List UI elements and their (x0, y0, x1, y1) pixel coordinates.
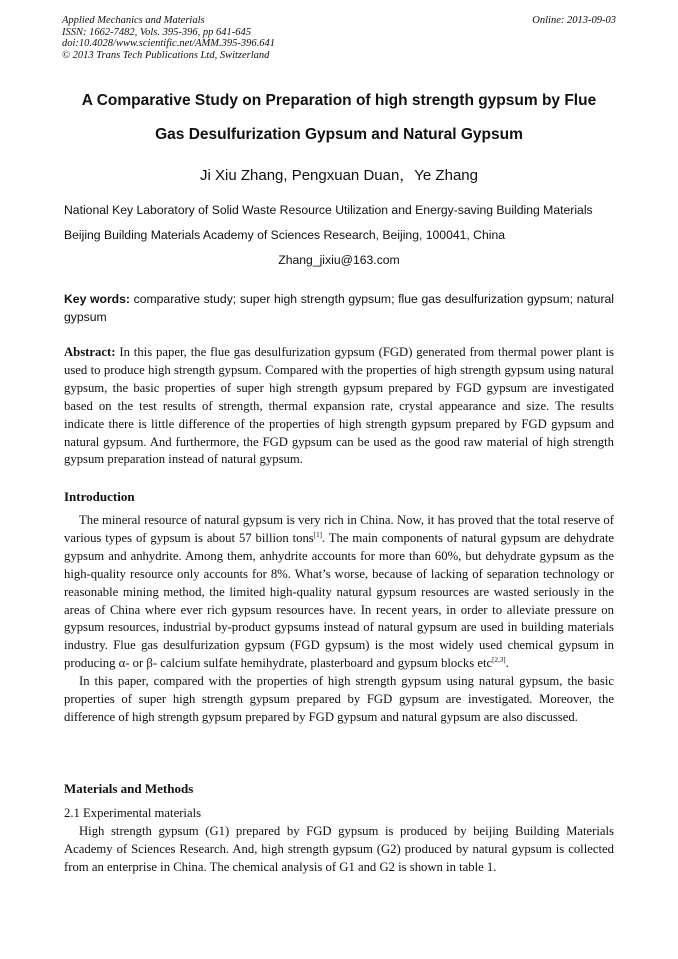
keywords-text: comparative study; super high strength gypsum; flue gas desulfurization gypsum; natural gypsum (64, 292, 614, 324)
introduction-paragraph-1 (64, 512, 614, 673)
affiliation-line-2: Beijing Building Materials Academy of Sciences Research, Beijing, 100041, China (64, 228, 506, 242)
section-heading-introduction: Introduction (64, 489, 135, 504)
keywords (64, 290, 614, 326)
abstract-text: In this paper, the flue gas desulfurization gypsum (FGD) generated from thermal power plant is used to produce high strength gypsum. Compared with the properties of high strength gypsum using natural gypsum, the basic properties of super high strength gypsum prepared by FGD gypsum are investigated based on the test results of strength, thermal expansion rate, crystal appearance and size. The results indicate there is little difference of the properties of high strength gypsum prepared by FGD gypsum and natural gypsum. And furthermore, the FGD gypsum can be used as the good raw material of high strength gypsum preparation instead of natural gypsum. (64, 345, 614, 467)
journal-header (62, 15, 616, 61)
abstract (64, 344, 614, 469)
author-list: Ji Xiu Zhang, Pengxuan Duan，Ye Zhang (200, 167, 478, 184)
keywords-label: Key words: (64, 292, 130, 306)
methods-paragraph-1: High strength gypsum (G1) prepared by FGD gypsum is produced by beijing Building Materials Academy of Sciences Research. And, high strength gypsum (G2) produced by natural gypsum is collected from an enterprise in China. The chemical analysis of G1 and G2 is shown in table 1. (64, 824, 614, 874)
doi-line: doi:10.4028/www.scientific.net/AMM.395-396.641 (62, 38, 275, 49)
paper-title-line-1: A Comparative Study on Preparation of high strength gypsum by Flue (81, 92, 597, 109)
journal-name: Applied Mechanics and Materials (62, 15, 205, 26)
affiliation-line-1: National Key Laboratory of Solid Waste Resource Utilization and Energy-saving Building Materials (64, 203, 593, 217)
introduction-paragraph-2: In this paper, compared with the properties of high strength gypsum using natural gypsum, the basic properties of super high strength gypsum prepared by FGD gypsum are investigated. Moreover, the difference of high strength gypsum prepared by FGD gypsum and natural gypsum are also discussed. (64, 674, 614, 724)
issn-line: ISSN: 1662-7482, Vols. 395-396, pp 641-645 (62, 26, 251, 38)
author-email: Zhang_jixiu@163.com (278, 253, 400, 267)
methods-body (64, 823, 614, 877)
paper-title-line-2: Gas Desulfurization Gypsum and Natural Gypsum (155, 126, 523, 143)
subsection-heading: 2.1 Experimental materials (64, 806, 202, 820)
citation-ref: [1] (313, 530, 322, 539)
introduction-body (64, 512, 614, 727)
copyright-line: © 2013 Trans Tech Publications Ltd, Switzerland (62, 49, 270, 61)
section-heading-materials-methods: Materials and Methods (64, 781, 194, 796)
paragraph-text: . (505, 656, 509, 671)
online-date: Online: 2013-09-03 (532, 15, 616, 26)
paragraph-text: The mineral resource of natural gypsum is very rich in China. Now, it has proved that the total reserve of various types of gypsum is about 57 billion tons (64, 513, 614, 545)
citation-ref: [2,3] (492, 656, 506, 665)
paragraph-text: . The main components of natural gypsum are dehydrate gypsum and anhydrite. Among them, anhydrite accounts for more than 60%, but dehydrate gypsum as the high-quality resource only accounts for 8%. What’s worse, because of lacking of separation technology or reasonable mining method, the limited high-quality natural gypsum resources are wasted seriously in the areas of China where ever rich gypsum resources have. In recent years, in order to alleviate pressure on gypsum resources, industrial by-product gypsums instead of natural gypsum are used in building materials industry. Flue gas desulfurization gypsum (FGD gypsum) is the most widely used chemical gypsum in producing α- or β- calcium sulfate hemihydrate, plasterboard and gypsum blocks etc (64, 530, 614, 671)
abstract-label: Abstract: (64, 345, 116, 359)
